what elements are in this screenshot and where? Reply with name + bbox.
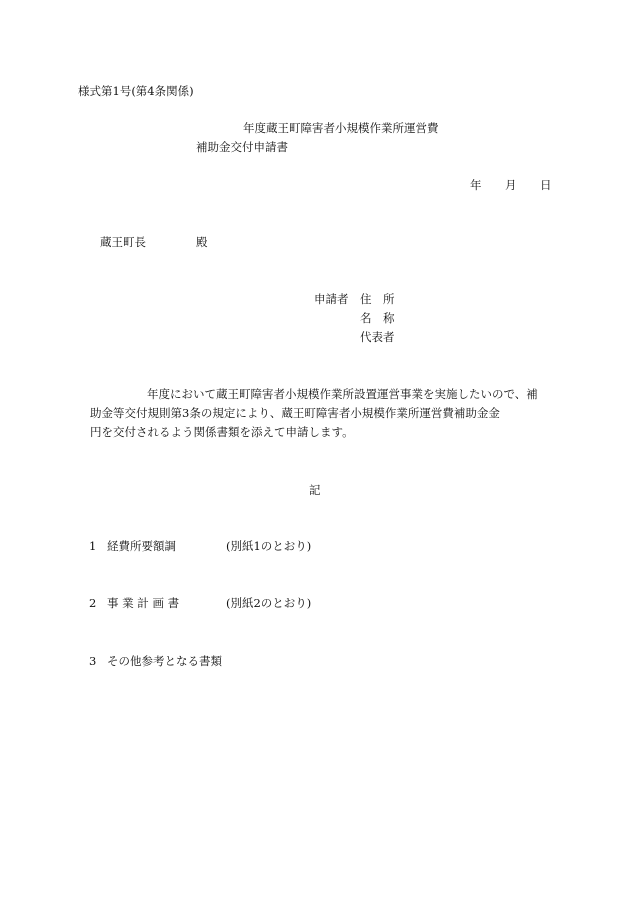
body-line-2: 助金等交付規則第3条の規定により、蔵王町障害者小規模作業所運営費補助金金 [90,406,500,420]
item-note: (別紙2のとおり) [226,596,312,610]
date-month: 月 [505,178,517,192]
item-number: 1 [89,539,97,553]
title-line-1: 年度蔵王町障害者小規模作業所運営費 [243,121,439,135]
addressee-name: 蔵王町長 [100,235,146,249]
applicant-name-label: 名 称 [360,311,395,325]
item-number: 3 [89,654,97,668]
body-line-3: 円を交付されるよう関係書類を添えて申請します。 [90,425,354,439]
applicant-representative-label: 代表者 [360,330,395,344]
applicant-address-label: 住 所 [360,292,395,306]
item-label: その他参考となる書類 [107,654,222,668]
addressee-honorific: 殿 [196,235,208,249]
title-line-2: 補助金交付申請書 [196,140,288,154]
item-note: (別紙1のとおり) [226,539,312,553]
form-number: 様式第1号(第4条関係) [78,84,194,98]
item-label: 事 業 計 画 書 [107,596,180,610]
date-day: 日 [540,178,552,192]
body-line-1: 年度において蔵王町障害者小規模作業所設置運営事業を実施したいので、補 [147,387,538,401]
item-label: 経費所要額調 [107,539,176,553]
item-number: 2 [89,596,97,610]
applicant-label: 申請者 [314,292,349,306]
ki-heading: 記 [309,483,321,497]
date-year: 年 [470,178,482,192]
